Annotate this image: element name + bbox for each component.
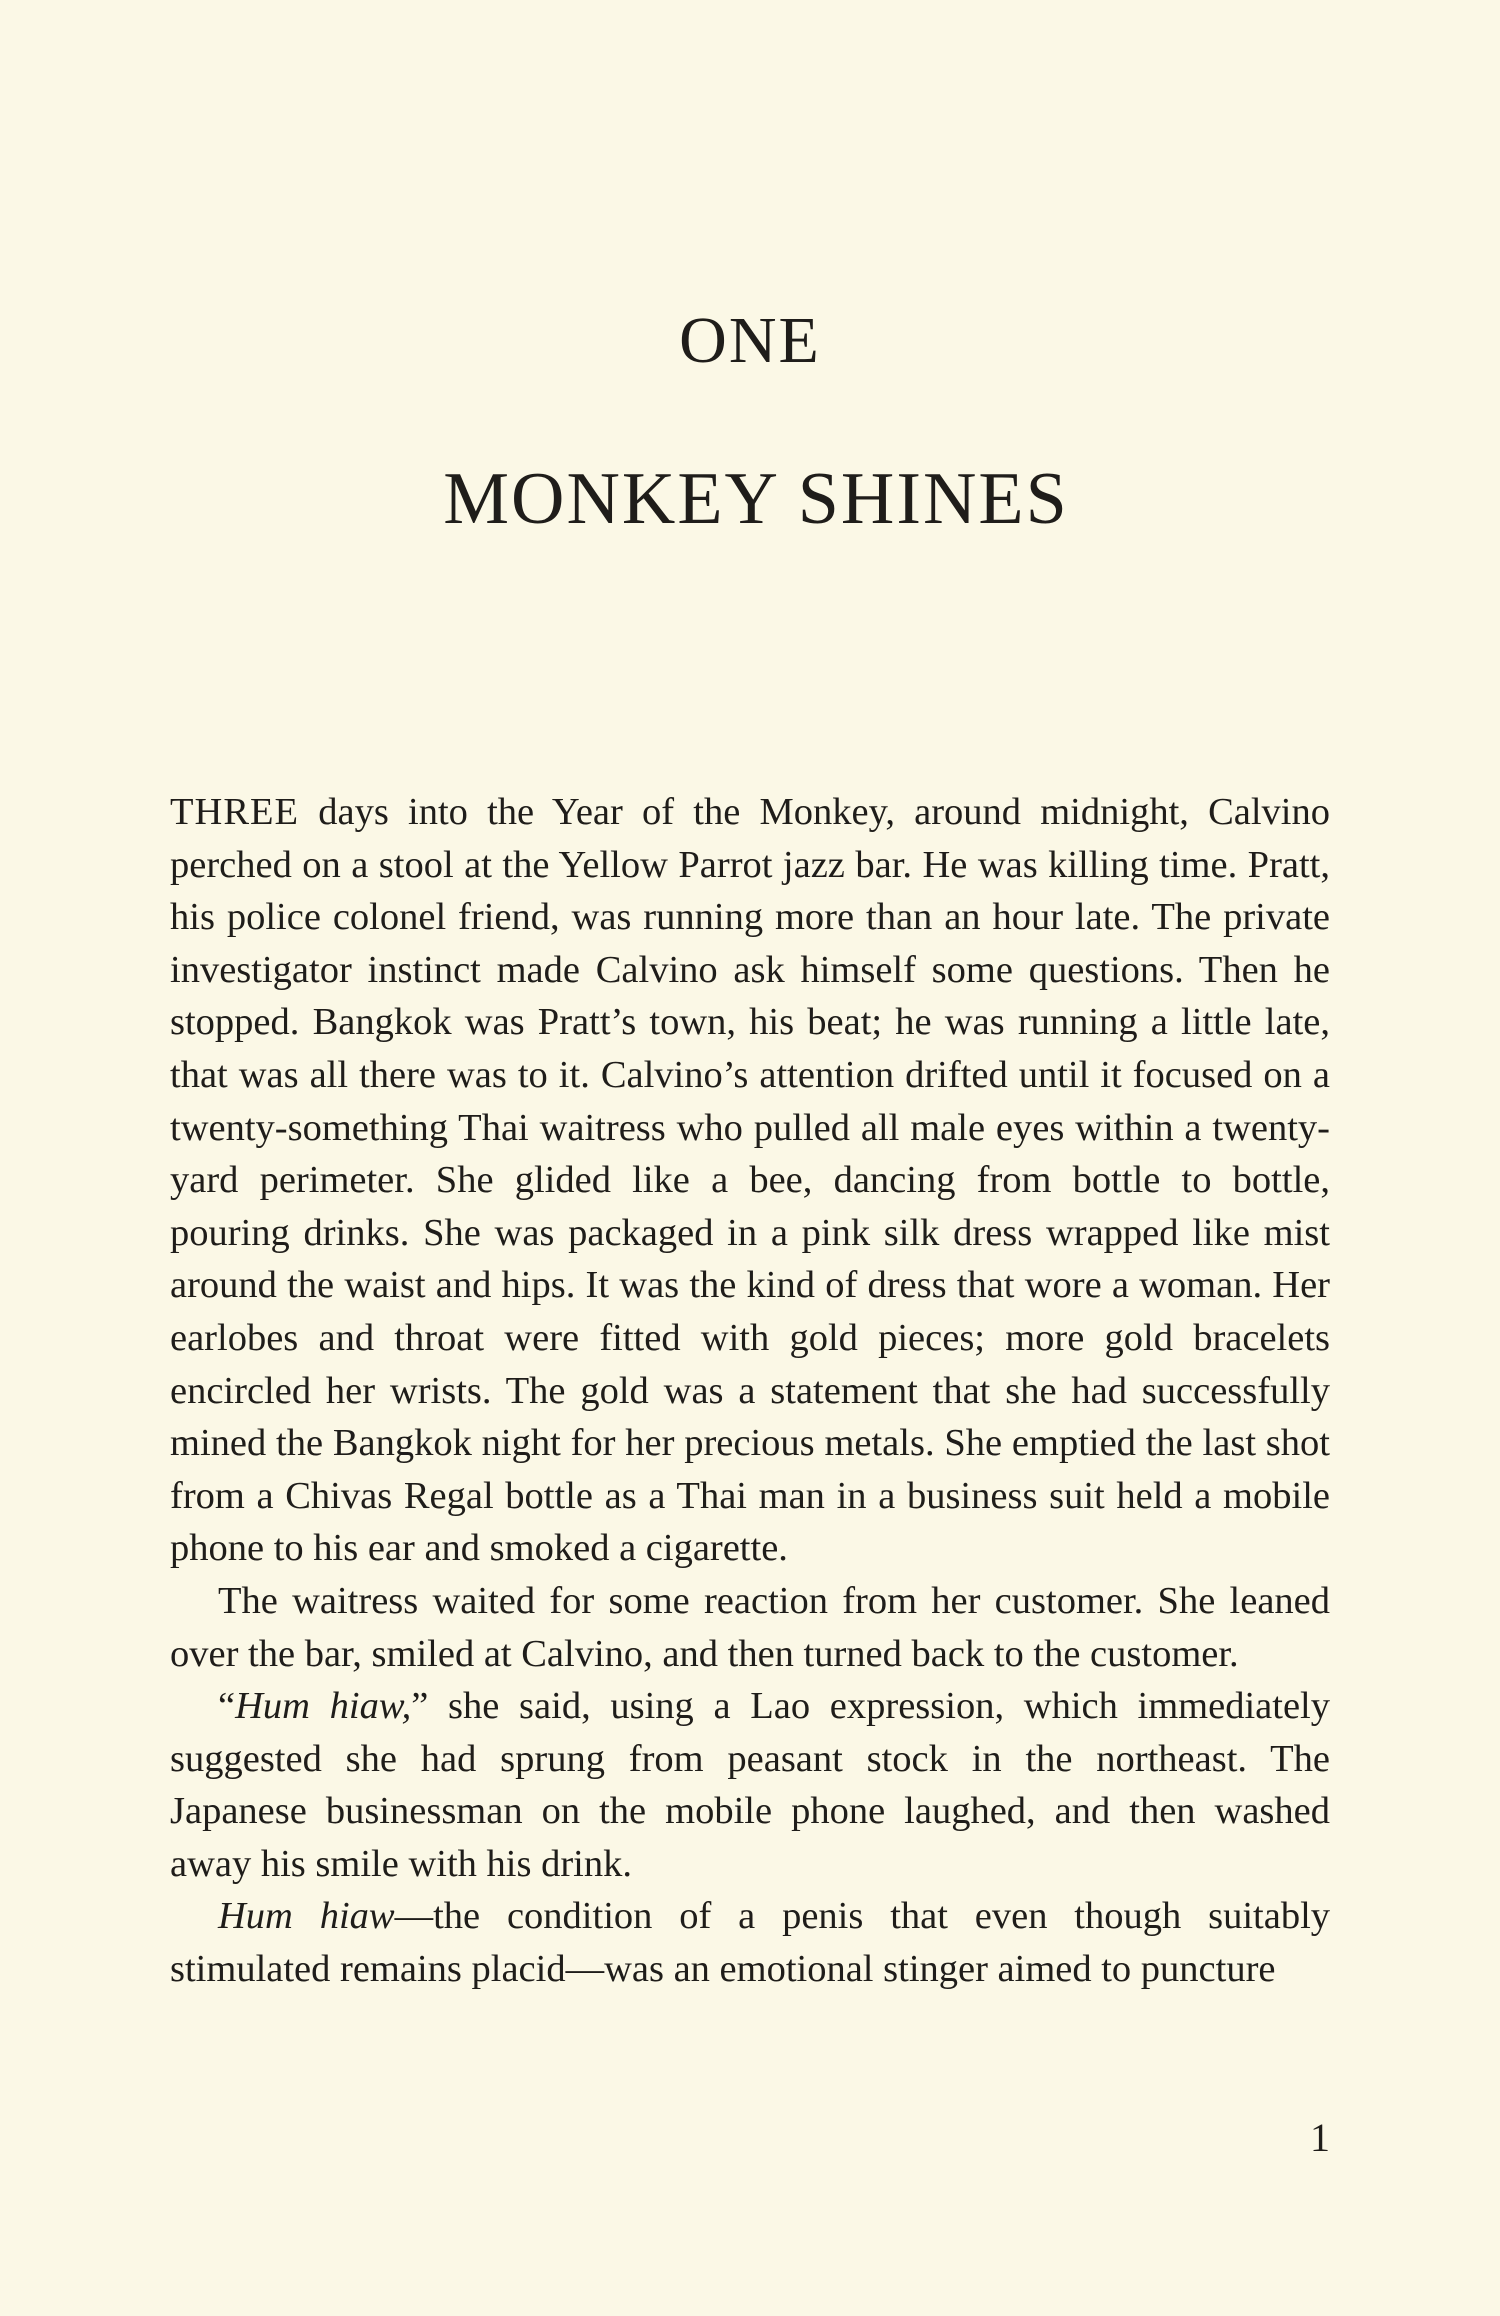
- paragraph-1: [170, 786, 1330, 1575]
- paragraph-3: [170, 1680, 1330, 1890]
- paragraph-3-open-quote: “: [218, 1685, 236, 1728]
- paragraph-2: [170, 1575, 1330, 1680]
- paragraph-3-italic-phrase: Hum hiaw,: [235, 1685, 412, 1728]
- paragraph-2-text: The waitress waited for some reaction from her customer. She leaned over the bar, smiled at Calvino, and then turned back to the customer.: [170, 1579, 1330, 1675]
- paragraph-4-text: —the condition of a penis that even though suitably stimulated remains placid—was an emotional stinger aimed to puncture: [170, 1895, 1331, 1991]
- chapter-number: ONE: [679, 304, 821, 377]
- paragraph-4: [170, 1890, 1330, 1995]
- paragraph-3-text: ” she said, using a Lao expression, which immediately suggested she had sprung from peasant stock in the northeast. The Japanese businessman on the mobile phone laughed, and then washed away his smile with his drink.: [170, 1685, 1330, 1885]
- paragraph-4-italic-phrase: Hum hiaw: [218, 1895, 395, 1938]
- paragraph-1-text: days into the Year of the Monkey, around midnight, Calvino perched on a stool at the Yellow Parrot jazz bar. He was killing time. Pratt, his police colonel friend, was running more than an hour late. The private investigator instinct made Calvino ask himself some questions. Then he stopped. Bangkok was Pratt’s town, his beat; he was running a little late, that was all there was to it. Calvino’s attention drifted until it focused on a twenty-something Thai waitress who pulled all male eyes within a twenty-yard perimeter. She glided like a bee, dancing from bottle to bottle, pouring drinks. She was packaged in a pink silk dress wrapped like mist around the waist and hips. It was the kind of dress that wore a woman. Her earlobes and throat were fitted with gold pieces; more gold bracelets encircled her wrists. The gold was a statement that she had successfully mined the Bangkok night for her precious metals. She emptied the last shot from a Chivas Regal bottle as a Thai man in a business suit held a mobile phone to his ear and smoked a cigarette.: [170, 791, 1330, 1570]
- paragraph-lead-word: THREE: [170, 791, 300, 833]
- body-text: [170, 786, 1330, 1996]
- chapter-title: MONKEY SHINES: [443, 458, 1069, 540]
- page-number: 1: [1310, 2115, 1330, 2160]
